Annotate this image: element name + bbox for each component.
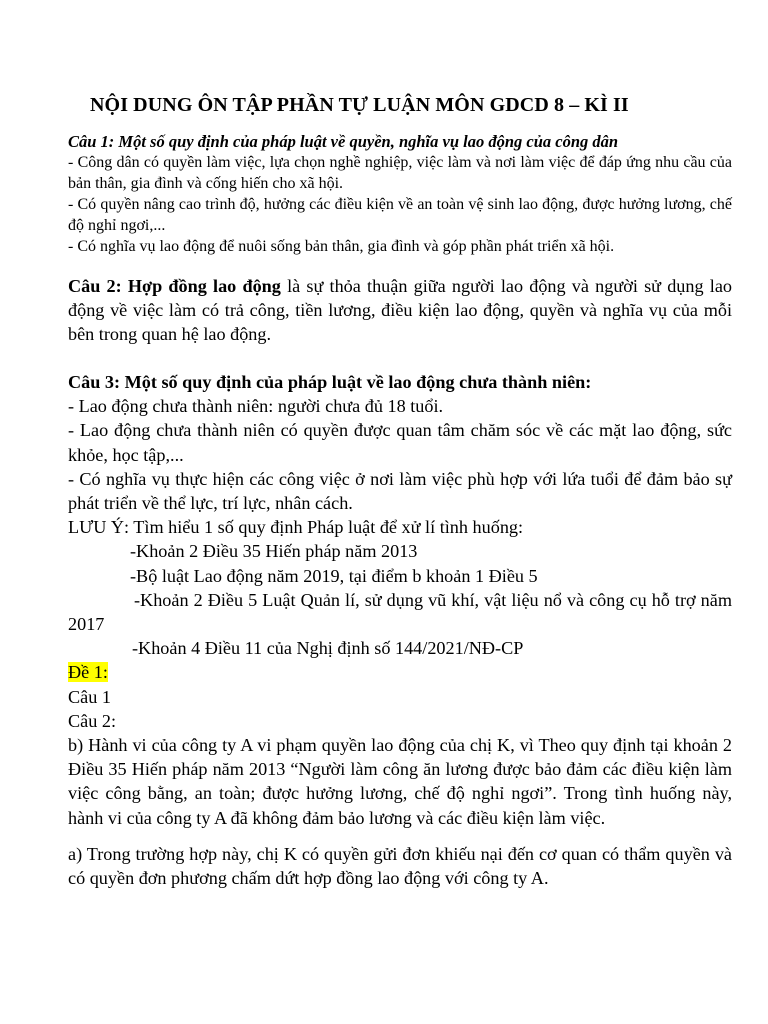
cau-3-heading: Câu 3: Một số quy định của pháp luật về lao động chưa thành niên: xyxy=(68,372,592,392)
section-cau-3 xyxy=(68,370,732,890)
cau-2-text: là sự thỏa thuận giữa người lao động và người sử dụng lao động về việc làm có trả công, tiền lương, điều kiện lao động, quyền và nghĩa vụ của mỗi bên trong quan hệ lao động. xyxy=(68,276,732,345)
section-cau-1 xyxy=(68,131,732,257)
cau-3-ref: -Khoản 2 Điều 35 Hiến pháp năm 2013 xyxy=(130,541,418,562)
cau-3-item: - Lao động chưa thành niên có quyền được quan tâm chăm sóc về các mặt lao động, sức khỏe, học tập,... xyxy=(68,420,732,465)
page-title: NỘI DUNG ÔN TẬP PHẦN TỰ LUẬN MÔN GDCD 8 – KÌ II xyxy=(90,94,629,116)
cau-1-item: - Có quyền nâng cao trình độ, hưởng các điều kiện về an toàn vệ sinh lao động, được hưởng lương, chế độ nghỉ ngơi,... xyxy=(68,196,732,234)
de-1-label-row xyxy=(68,660,732,684)
de-1-answer-b: b) Hành vi của công ty A vi phạm quyền lao động của chị K, vì Theo quy định tại khoản 2 Điều 35 Hiến pháp năm 2013 “Người làm công ăn lương được bảo đảm các điều kiện làm việc công bằng, an toàn; được hưởng lương, chế độ nghỉ ngơi”. Trong tình huống này, hành vi của công ty A đã không đảm bảo lương và các điều kiện làm việc. xyxy=(68,735,732,828)
de-1-cau-1: Câu 1 xyxy=(68,686,111,707)
cau-3-item: - Có nghĩa vụ thực hiện các công việc ở nơi làm việc phù hợp với lứa tuổi để đảm bảo sự phát triển về thể lực, trí lực, nhân cách. xyxy=(68,468,732,514)
cau-2-label: Câu 2: xyxy=(68,276,128,296)
cau-3-item: - Lao động chưa thành niên: người chưa đủ 18 tuổi. xyxy=(68,396,444,417)
cau-2-paragraph xyxy=(68,274,732,347)
cau-2-term: Hợp đồng lao động xyxy=(127,276,281,296)
cau-1-item: - Có nghĩa vụ lao động để nuôi sống bản thân, gia đình và góp phần phát triển xã hội. xyxy=(68,238,615,255)
de-1-cau-2: Câu 2: xyxy=(68,710,116,731)
cau-3-note: LƯU Ý: Tìm hiểu 1 số quy định Pháp luật để xử lí tình huống: xyxy=(68,517,524,538)
cau-3-ref: -Khoản 4 Điều 11 của Nghị định số 144/2021/NĐ-CP xyxy=(132,638,524,659)
de-1-label: Đề 1: xyxy=(68,662,108,683)
de-1-answer-a: a) Trong trường hợp này, chị K có quyền gửi đơn khiếu nại đến cơ quan có thẩm quyền và có quyền đơn phương chấm dứt hợp đồng lao động với công ty A. xyxy=(68,843,732,889)
cau-3-ref: -Khoản 2 Điều 5 Luật Quản lí, sử dụng vũ khí, vật liệu nổ và công cụ hỗ trợ năm 2017 xyxy=(68,589,732,635)
section-cau-2 xyxy=(68,274,732,347)
cau-3-ref: -Bộ luật Lao động năm 2019, tại điểm b khoản 1 Điều 5 xyxy=(130,565,538,586)
cau-1-heading: Câu 1: Một số quy định của pháp luật về quyền, nghĩa vụ lao động của công dân xyxy=(68,132,619,151)
cau-1-item: - Công dân có quyền làm việc, lựa chọn nghề nghiệp, việc làm và nơi làm việc để đáp ứng nhu cầu của bản thân, gia đình và cống hiến cho xã hội. xyxy=(68,154,732,192)
spacer xyxy=(68,830,732,842)
